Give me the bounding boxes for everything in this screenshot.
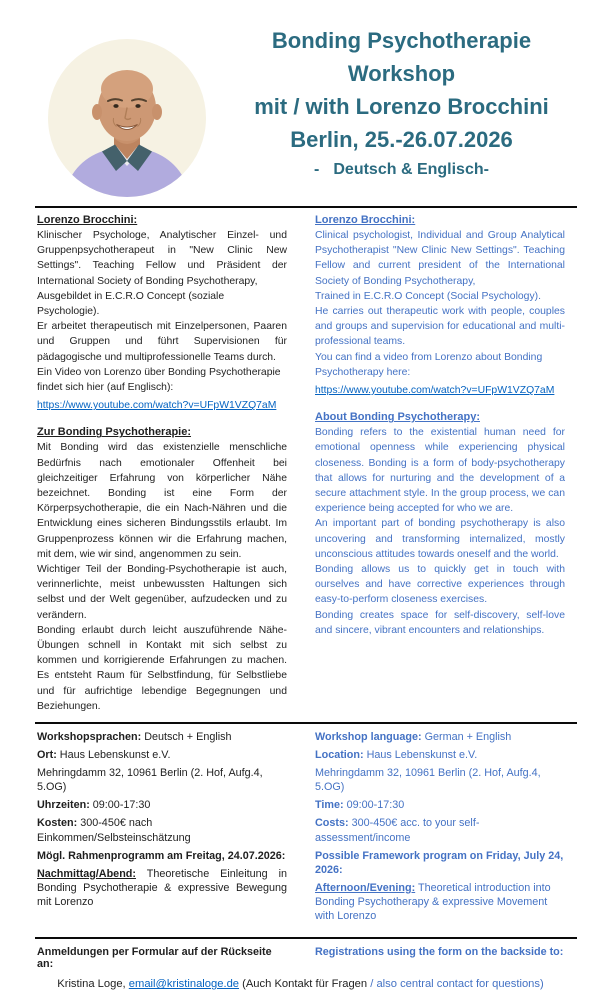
detail-value: 09:00-17:30 (343, 799, 405, 812)
detail-row-costs-en (315, 816, 565, 844)
detail-label: Ort: (37, 749, 57, 762)
detail-label: Uhrzeiten: (37, 799, 90, 812)
detail-label: Mögl. Rahmenprogramm am Freitag, 24.07.2026: (37, 849, 286, 862)
detail-row-program-de (37, 849, 287, 863)
contact-name: Kristina Loge, (57, 978, 129, 991)
subtitle-dash: - (314, 161, 320, 178)
detail-label: Possible Framework program on Friday, July 24, 2026: (315, 849, 564, 876)
detail-label: Time: (315, 799, 344, 812)
detail-value: 300-450€ acc. to your self-assessment/income (315, 817, 480, 844)
column-german (37, 212, 287, 714)
bio-paragraph: Klinischer Psychologe, Analytischer Einzel- und Gruppenpsychotherapeut in "New Clinic New Settings". Teaching Fellow und Präsident der International Society of Bonding Psychotherapy, (37, 230, 287, 287)
detail-row-location-en (315, 748, 565, 762)
about-paragraph: Mit Bonding wird das existenzielle menschliche Bedürfnis nach emotionaler Offenheit bei gleichzeitiger Erfahrung von körperlicher Nähe bezeichnet. Bonding ist eine Form der Körperpsychotherapie, die ein Nach-Nähren und die Entwicklung eines sicheren Bindungsstils erlaubt. Im Gruppenprozess können wir die Erfahrung machen, mit dem, wie wir sind, angenommen zu sein. (37, 442, 287, 560)
details-columns (0, 724, 601, 937)
detail-label: Kosten: (37, 817, 78, 830)
contact-note-german: (Auch Kontakt für Fragen (239, 978, 371, 991)
detail-label: Costs: (315, 817, 349, 830)
about-paragraph: An important part of bonding psychotherapy is also uncovering and transforming internalized, mostly unconscious attitudes towards oneself and the world. (315, 518, 565, 560)
detail-row-time-de (37, 798, 287, 812)
detail-row-address-en (315, 766, 565, 794)
detail-label: Workshop language: (315, 731, 422, 744)
bio-paragraph: Ein Video von Lorenzo über Bonding Psychotherapie findet sich hier (auf Englisch): (37, 366, 281, 394)
footer-headings (0, 939, 601, 970)
contact-line (0, 977, 601, 992)
bio-paragraph: Ausgebildet in E.C.R.O Concept (soziale Psychologie). (37, 290, 225, 318)
detail-label: Workshopsprachen: (37, 731, 142, 744)
detail-row-afternoon-en (315, 881, 565, 924)
detail-row-program-en (315, 849, 565, 877)
detail-value: Theoretische Einleitung in Bonding Psychotherapie & expressive Bewegung mit Lorenzo (37, 867, 287, 908)
detail-value: 09:00-17:30 (89, 799, 151, 812)
bio-paragraph: He carries out therapeutic work with people, couples and groups and supervision for educational and multi-professional teams. (315, 306, 565, 348)
bio-paragraph: You can find a video from Lorenzo about Bonding Psychotherapy here: (315, 351, 543, 378)
youtube-link-en[interactable]: https://www.youtube.com/watch?v=UFpW1VZQ7aM (315, 385, 555, 397)
detail-value: Haus Lebenskunst e.V. (56, 749, 171, 762)
bio-paragraph: Trained in E.C.R.O Concept (Social Psychology). (315, 290, 541, 302)
page-title-line-1: Bonding Psychotherapie (271, 28, 532, 53)
bio-heading-de: Lorenzo Brocchini: (37, 214, 138, 226)
language-subtitle (204, 156, 599, 183)
detail-value: Haus Lebenskunst e.V. (363, 749, 478, 762)
bio-heading-en: Lorenzo Brocchini: (315, 214, 416, 226)
detail-value: German + English (421, 731, 512, 744)
details-english (315, 730, 565, 927)
detail-row-afternoon-de (37, 867, 287, 910)
page-title-line-2: Workshop (347, 61, 456, 86)
detail-value: 300-450€ nach Einkommen/Selbsteinschätzung (37, 817, 191, 844)
about-heading-en: About Bonding Psychotherapy: (315, 411, 480, 424)
portrait-photo-illustration (47, 38, 207, 198)
subtitle-text: Deutsch & Englisch- (333, 161, 489, 178)
about-paragraph: Bonding creates space for self-discovery, self-love and sincere, vibrant encounters and relationships. (315, 609, 565, 636)
column-english (315, 212, 565, 714)
contact-email-link[interactable]: email@kristinaloge.de (128, 978, 240, 991)
bio-paragraph: Er arbeitet therapeutisch mit Einzelpersonen, Paaren und Gruppen und führt Supervisionen für pädagogische und multiprofessionelle Teams durch. (37, 321, 287, 363)
main-columns (0, 208, 601, 722)
detail-value: Deutsch + English (141, 731, 232, 744)
header (0, 0, 601, 206)
contact-note-english: / also central contact for questions) (370, 978, 544, 991)
about-paragraph: Bonding erlaubt durch leicht auszuführende Nähe-Übungen schnell in Kontakt mit sich selbst zu kommen und korrigierende Erfahrungen zu machen. Es entsteht Raum für Selbstfindung, für Selbstliebe und für aufrichtige lebendige Begegnungen und Beziehungen. (37, 624, 287, 712)
bio-paragraph: Clinical psychologist, Individual and Group Analytical Psychotherapist "New Clinic New Settings". Teaching Fellow and current president of the International Society of Bonding Psychotherapy, (315, 230, 565, 287)
page-title-line-4: Berlin, 25.-26.07.2026 (290, 127, 513, 152)
detail-row-location-de (37, 748, 287, 762)
detail-row-languages-de (37, 730, 287, 744)
about-paragraph: Wichtiger Teil der Bonding-Psychotherapie ist auch, verinnerlichte, meist unbewussten Haltungen sich selbst und der Welt gegenüber, aufzudecken und zu verändern. (37, 564, 287, 621)
detail-row-costs-de (37, 816, 287, 844)
detail-value: Mehringdamm 32, 10961 Berlin (2. Hof, Aufg.4, 5.OG) (37, 767, 263, 794)
detail-label: Location: (315, 749, 364, 762)
about-heading-de: Zur Bonding Psychotherapie: (37, 426, 192, 439)
registration-heading-de: Anmeldungen per Formular auf der Rückseite an: (37, 946, 272, 971)
youtube-link-de[interactable]: https://www.youtube.com/watch?v=UFpW1VZQ7aM (37, 400, 277, 412)
detail-label: Afternoon/Evening: (315, 881, 416, 894)
detail-row-address-de (37, 766, 287, 794)
registration-heading-en: Registrations using the form on the backside to: (315, 946, 564, 959)
detail-label: Nachmittag/Abend: (37, 867, 136, 880)
title-block (204, 24, 599, 183)
detail-row-languages-en (315, 730, 565, 744)
details-german (37, 730, 287, 927)
detail-value: Theoretical introduction into Bonding Psychotherapy & expressive Movement with Lorenzo (315, 881, 551, 923)
detail-value: Mehringdamm 32, 10961 Berlin (2. Hof, Aufg.4, 5.OG) (315, 767, 541, 794)
about-paragraph: Bonding refers to the existential human need for emotional openness while experiencing physical closeness. Bonding is a form of body-psychotherapy that allows for nurturing and the development of a secure attachment style. In the group process, we can experience being accepted for who we are. (315, 427, 565, 515)
about-paragraph: Bonding allows us to quickly get in touch with ourselves and have corrective experiences through easy-to-perform closeness exercises. (315, 564, 565, 606)
portrait-photo (47, 38, 207, 198)
page-title-line-3: mit / with Lorenzo Brocchini (254, 94, 549, 119)
detail-row-time-en (315, 798, 565, 812)
